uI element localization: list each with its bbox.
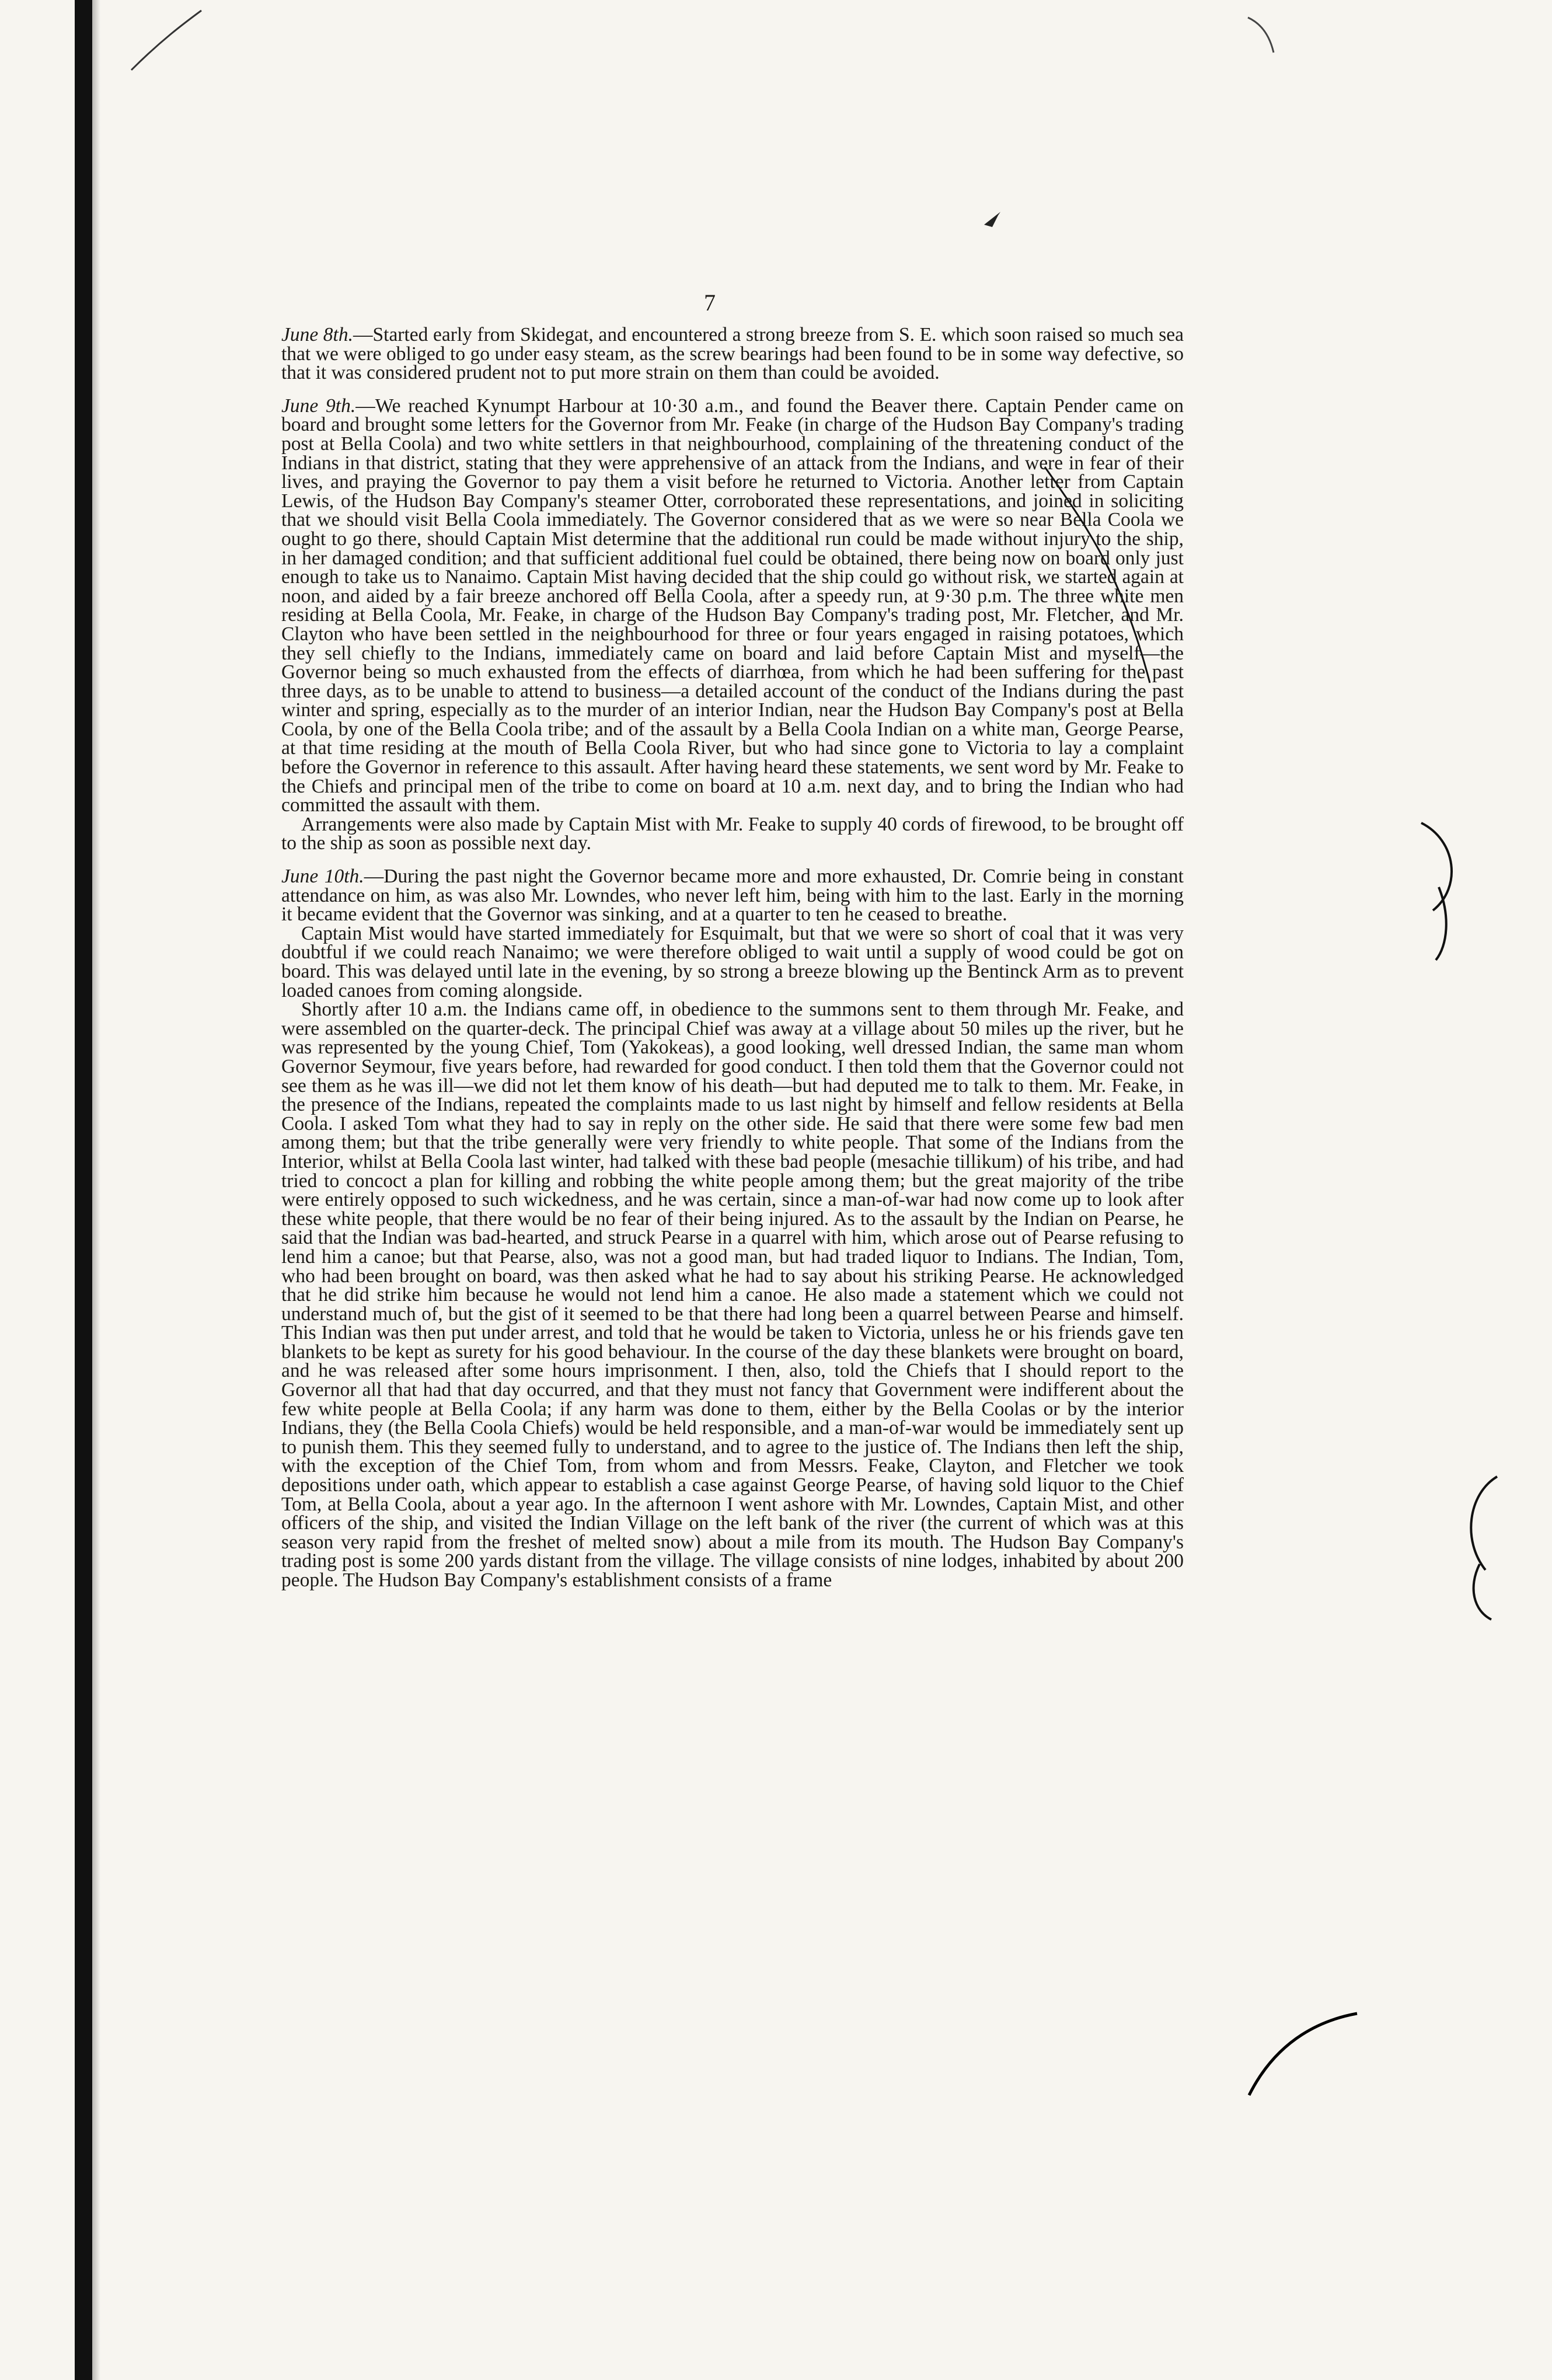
page-number: 7: [704, 289, 716, 316]
entry-paragraph: Arrangements were also made by Captain Mist with Mr. Feake to supply 40 cords of firewood, to be brought off to the ship as soon as possible next day.: [281, 813, 1184, 854]
entry-date: June 8th.: [281, 324, 353, 346]
entry-paragraph: Shortly after 10 a.m. the Indians came off, in obedience to the summons sent to them through Mr. Feake, and were assembled on the quarter-deck. The principal Chief was away at a village about 50 miles up the river, but he was represented by the young Chief, Tom (Yakokeas), a good looking, well dressed Indian, the same man whom Governor Seymour, five years before, had rewarded for good conduct. I then told them that the Governor could not see them as he was ill—we did not let them know of his death—but had deputed me to talk to them. Mr. Feake, in the presence of the Indians, repeated the complaints made to us last night by himself and fellow residents at Bella Coola. I asked Tom what they had to say in reply on the other side. He said that there were some few bad men among them; but that the tribe generally were very friendly to white people. That some of the Indians from the Interior, whilst at Bella Coola last winter, had talked with these bad people (mesachie tillikum) of his tribe, and had tried to concoct a plan for killing and robbing the white people among them; but the great majority of the tribe were entirely opposed to such wickedness, and he was certain, since a man-of-war had now come up to look after these white people, that there would be no fear of their being injured. As to the assault by the Indian on Pearse, he said that the Indian was bad-hearted, and struck Pearse in a quarrel with him, which arose out of Pearse refusing to lend him a canoe; but that Pearse, also, was not a good man, but had traded liquor to Indians. The Indian, Tom, who had been brought on board, was then asked what he had to say about his striking Pearse. He acknowledged that he did strike him because he would not lend him a canoe. He also made a statement which we could not understand much of, but the gist of it seemed to be that there had long been a quarrel between Pearse and himself. This Indian was then put under arrest, and told that he would be taken to Victoria, unless he or his friends gave ten blankets to be kept as surety for his good behaviour. In the course of the day these blankets were brought on board, and he was released after some hours imprisonment. I then, also, told the Chiefs that I should report to the Governor all that had that day occurred, and that they must not fancy that Government were indifferent about the few white people at Bella Coola; if any harm was done to them, either by the Bella Coolas or by the interior Indians, they (the Bella Coola Chiefs) would be held responsible, and a man-of-war would be immediately sent up to punish them. This they seemed fully to understand, and to agree to the justice of. The Indians then left the ship, with the exception of the Chief Tom, from whom and from Messrs. Feake, Clayton, and Fletcher we took depositions under oath, which appear to establish a case against George Pearse, of having sold liquor to the Chief Tom, at Bella Coola, about a year ago. In the afternoon I went ashore with Mr. Lowndes, Captain Mist, and other officers of the ship, and visited the Indian Village on the left bank of the river (the current of which was at this season very rapid from the freshet of melted snow) about a mile from its mouth. The Hudson Bay Company's trading post is some 200 yards distant from the village. The village consists of nine lodges, inhabited by about 200 people. The Hudson Bay Company's establishment consists of a frame: [281, 999, 1184, 1591]
entry-paragraph: [281, 867, 1184, 924]
entry-paragraph: [281, 326, 1184, 383]
binding-shadow: [92, 0, 100, 2380]
journal-entry-june-8: [281, 326, 1184, 383]
ink-stroke-top-left: [125, 6, 207, 76]
ink-arc-bottom-right: [1243, 2008, 1360, 2101]
entry-paragraph: [281, 397, 1184, 815]
ink-blot: [981, 207, 1004, 231]
entry-date: June 9th.: [281, 395, 356, 417]
entry-date: June 10th.: [281, 866, 364, 888]
entry-text: —Started early from Skidegat, and encountered a strong breeze from S. E. which soon raised so much sea that we were obliged to go under easy steam, as the screw bearings had been found to be in some way defective, so that it was considered prudent not to put more strain on them than could be avoided.: [281, 324, 1184, 384]
journal-entry-june-9: [281, 397, 1184, 853]
journal-entry-june-10: [281, 867, 1184, 1590]
ink-stroke-top-right: [1243, 12, 1278, 58]
entry-text: —We reached Kynumpt Harbour at 10·30 a.m., and found the Beaver there. Captain Pender came on board and brought some letters for the Governor from Mr. Feake (in charge of the Hudson Bay Company's trading post at Bella Coola) and two white settlers in that neighbourhood, complaining of the threatening conduct of the Indians in that district, stating that they were apprehensive of an attack from the Indians, and were in fear of their lives, and praying the Governor to pay them a visit before he returned to Victoria. Another letter from Captain Lewis, of the Hudson Bay Company's steamer Otter, corroborated these representations, and joined in soliciting that we should visit Bella Coola immediately. The Governor considered that as we were so near Bella Coola we ought to go there, should Captain Mist determine that the additional run could be made without injury to the ship, in her damaged condition; and that sufficient additional fuel could be obtained, there being now on board only just enough to take us to Nanaimo. Captain Mist having decided that the ship could go without risk, we started again at noon, and aided by a fair breeze anchored off Bella Coola, after a speedy run, at 9·30 p.m. The three white men residing at Bella Coola, Mr. Feake, in charge of the Hudson Bay Company's trading post, Mr. Fletcher, and Mr. Clayton who have been settled in the neighbourhood for three or four years engaged in raising potatoes, which they sell chiefly to the Indians, immediately came on board and laid before Captain Mist and myself—the Governor being so much exhausted from the effects of diarrhœa, from which he had been suffering for the past three days, as to be unable to attend to business—a detailed account of the conduct of the Indians during the past winter and spring, especially as to the murder of an interior Indian, near the Hudson Bay Company's post at Bella Coola, by one of the Bella Coola tribe; and of the assault by a Bella Coola Indian on a white man, George Pearse, at that time residing at the mouth of Bella Coola River, but who had since gone to Victoria to lay a complaint before the Governor in reference to this assault. After having heard these statements, we sent word by Mr. Feake to the Chiefs and principal men of the tribe to come on board at 10 a.m. next day, and to bring the Indian who had committed the assault with them.: [281, 395, 1184, 816]
entry-paragraph: Captain Mist would have started immediately for Esquimalt, but that we were so short of coal that it was very doubtful if we could reach Nanaimo; we were therefore obliged to wait until a supply of wood could be got on board. This was delayed until late in the evening, by so strong a breeze blowing up the Bentinck Arm as to prevent loaded canoes from coming alongside.: [281, 922, 1184, 1001]
ink-curve-right: [1415, 817, 1468, 963]
entry-text: —During the past night the Governor became more and more exhausted, Dr. Comrie being in constant attendance on him, as was also Mr. Lowndes, who never left him, being with him to the last. Early in the morning it became evident that the Governor was sinking, and at a quarter to ten he ceased to breathe.: [281, 866, 1184, 926]
binding-edge: [75, 0, 92, 2380]
ink-curve-right-lower: [1445, 1471, 1509, 1622]
journal-text: [281, 326, 1184, 1604]
